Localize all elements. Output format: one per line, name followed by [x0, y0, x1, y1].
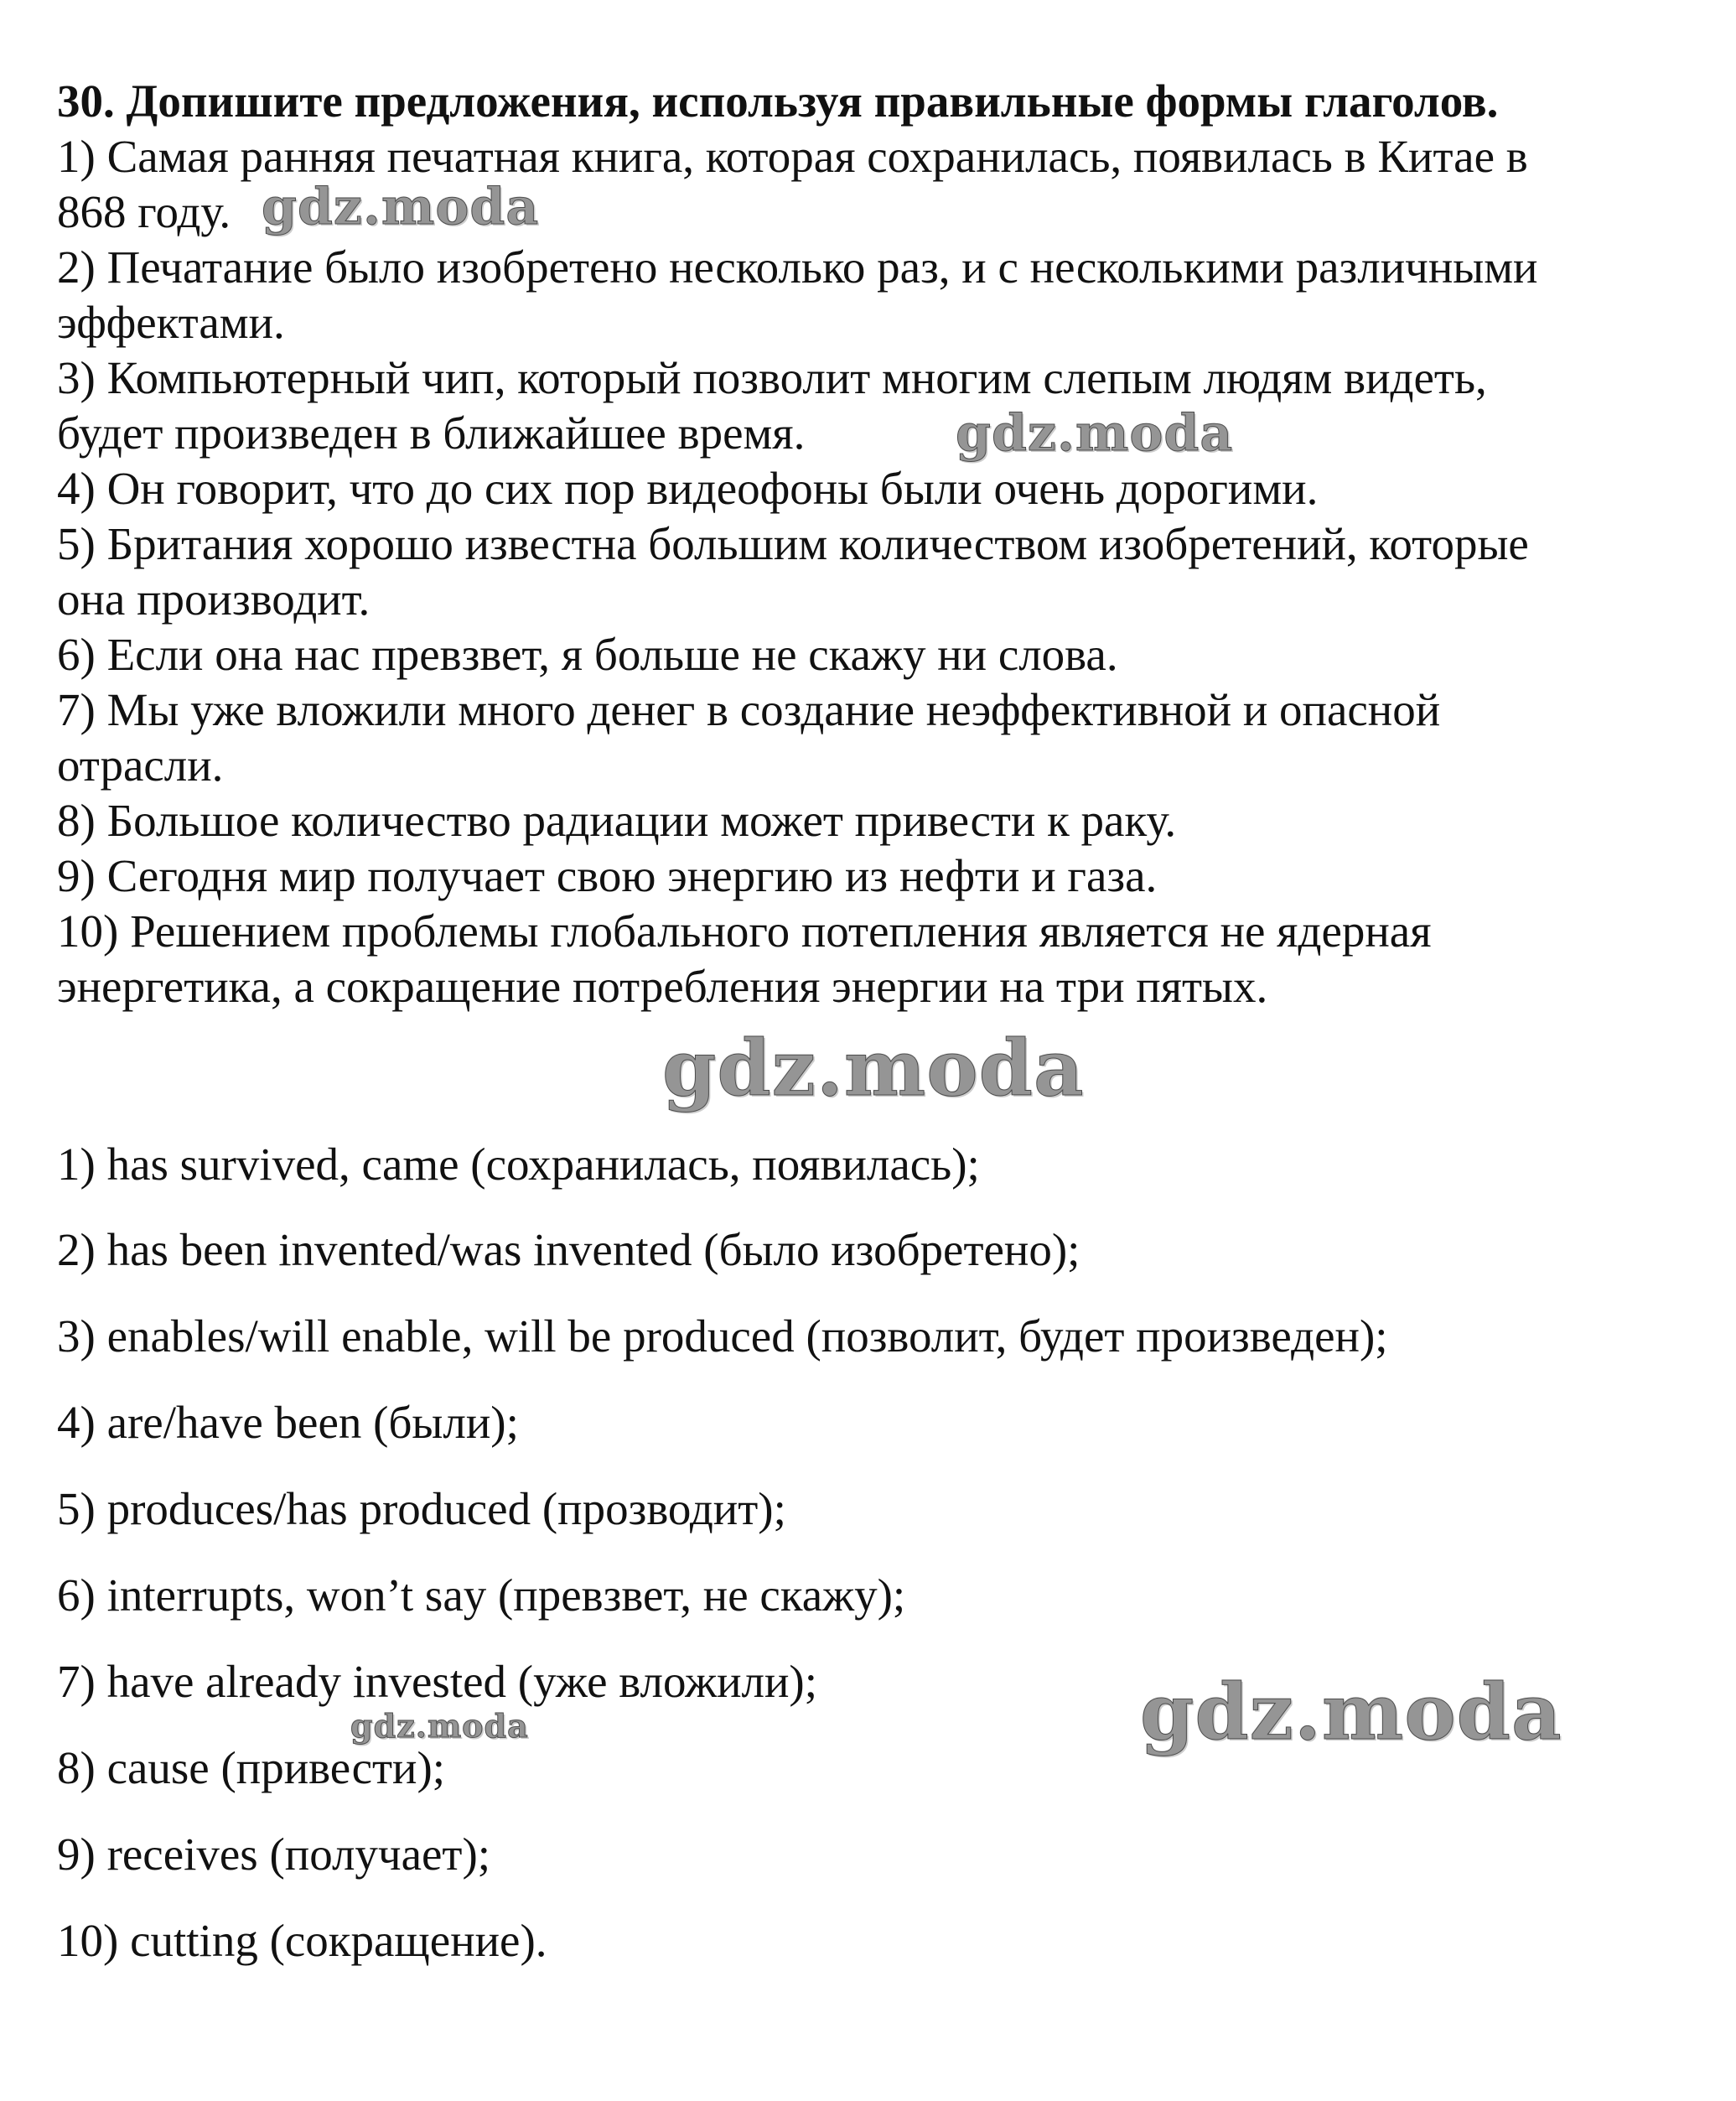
answer-line: 1) has survived, came (сохранилась, появилась);: [57, 1139, 980, 1190]
answer-line: 7) have already invested (уже вложили);: [57, 1656, 818, 1707]
answer-line: 6) interrupts, won’t say (превзвет, не скажу);: [57, 1569, 906, 1621]
answer-line: 5) produces/has produced (прозводит);: [57, 1483, 786, 1534]
sentence-line: 9) Сегодня мир получает свою энергию из нефти и газа.: [57, 850, 1158, 901]
watermark: gdz.moda: [662, 1023, 1085, 1113]
sentence-line: она производит.: [57, 573, 371, 625]
sentence-line: 3) Компьютерный чип, который позволит многим слепым людям видеть,: [57, 352, 1487, 403]
sentence-line: 2) Печатание было изобретено несколько раз, и с несколькими различными: [57, 241, 1538, 293]
sentence-line: 5) Британия хорошо известна большим количеством изобретений, которые: [57, 518, 1529, 569]
sentence-line: энергетика, а сокращение потребления энергии на три пятых.: [57, 961, 1268, 1012]
sentence-line: 8) Большое количество радиации может привести к раку.: [57, 795, 1177, 846]
sentence-line: 6) Если она нас превзвет, я больше не скажу ни слова.: [57, 629, 1118, 680]
answer-line: 2) has been invented/was invented (было изобретено);: [57, 1224, 1080, 1275]
answer-line: 3) enables/will enable, will be produced (позволит, будет произведен);: [57, 1310, 1388, 1362]
exercise-title: 30. Допишите предложения, используя правильные формы глаголов.: [57, 75, 1499, 127]
watermark: gdz.moda: [956, 404, 1234, 463]
sentence-line: 868 году.: [57, 186, 231, 237]
watermark: gdz.moda: [262, 178, 540, 236]
sentence-line: 4) Он говорит, что до сих пор видеофоны были очень дорогими.: [57, 463, 1319, 514]
answer-line: 8) cause (привести);: [57, 1742, 446, 1793]
sentence-line: 7) Мы уже вложили много денег в создание неэффективной и опасной: [57, 684, 1441, 735]
answer-line: 9) receives (получает);: [57, 1829, 491, 1880]
sentence-line: 10) Решением проблемы глобального потепления является не ядерная: [57, 905, 1432, 957]
answer-line: 4) are/have been (были);: [57, 1397, 519, 1448]
sentence-line: отрасли.: [57, 739, 224, 791]
sentence-line: будет произведен в ближайшее время.: [57, 407, 806, 459]
watermark: gdz.moda: [350, 1707, 529, 1745]
answer-line: 10) cutting (сокращение).: [57, 1915, 547, 1966]
watermark: gdz.moda: [1140, 1667, 1562, 1757]
sentence-line: эффектами.: [57, 297, 285, 348]
sentence-line: 1) Самая ранняя печатная книга, которая сохранилась, появилась в Китае в: [57, 131, 1528, 182]
